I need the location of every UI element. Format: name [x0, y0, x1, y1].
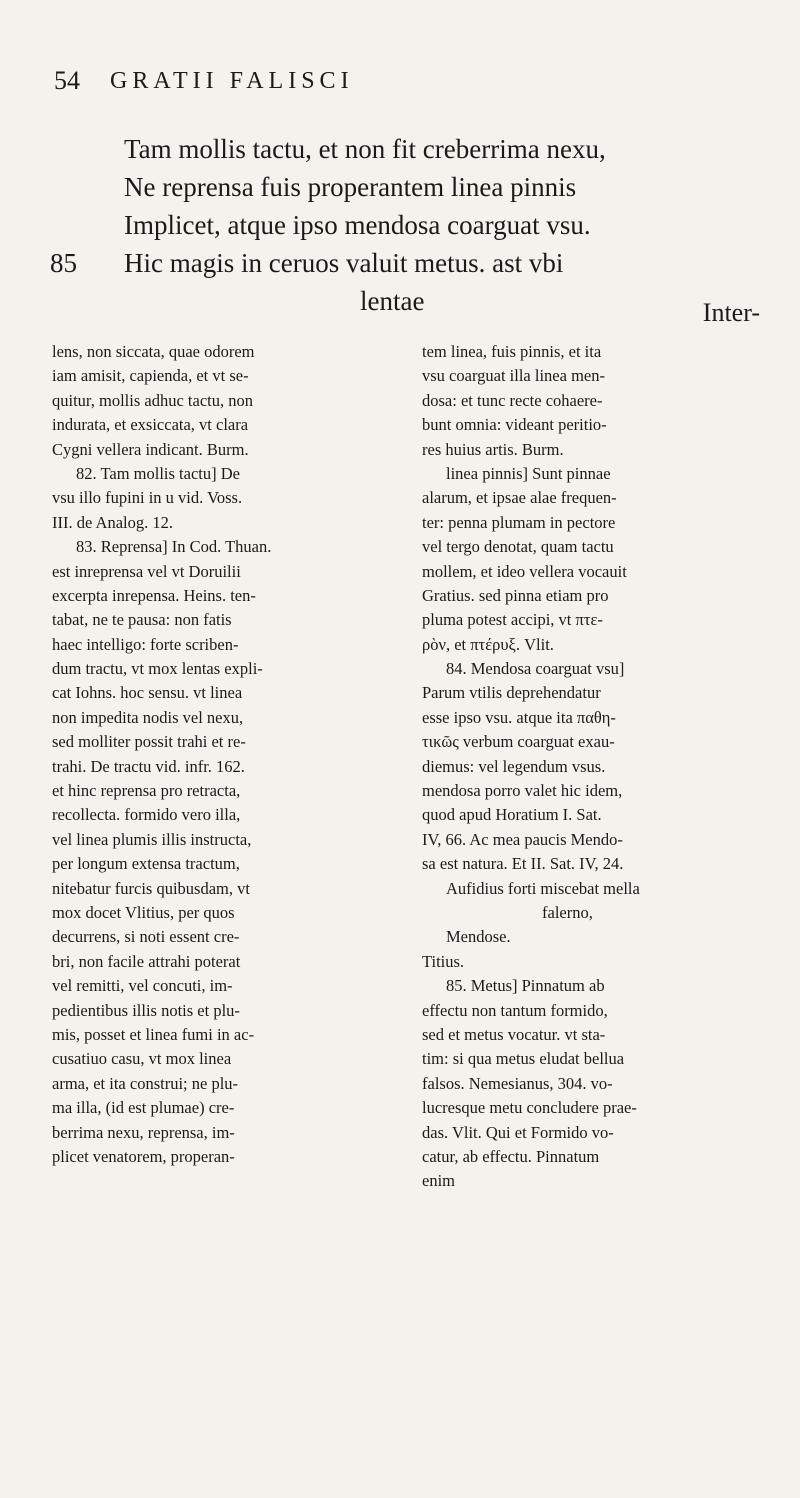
commentary-line: 84. Mendosa coarguat vsu] [446, 659, 625, 679]
commentary-line: effectu non tantum formido, [422, 1000, 608, 1020]
verse-block [40, 130, 770, 320]
commentary-line: Aufidius forti miscebat mella [446, 878, 640, 898]
commentary-line: dosa: et tunc recte cohaere- [422, 390, 603, 410]
commentary-line: 85. Metus] Pinnatum ab [446, 976, 605, 996]
commentary-line: lucresque metu concludere prae- [422, 1098, 637, 1118]
commentary-line: pluma potest accipi, vt πτε- [422, 610, 603, 630]
commentary-line: decurrens, si noti essent cre- [52, 927, 240, 947]
commentary-line: falerno, [542, 902, 593, 922]
commentary-line: linea pinnis] Sunt pinnae [446, 463, 611, 483]
commentary-left-column [52, 340, 377, 1169]
commentary-line: Titius. [422, 951, 465, 971]
commentary-line: diemus: vel legendum vsus. [422, 756, 606, 776]
verse-line: Tam mollis tactu, et non fit creberrima nexu, [124, 134, 606, 164]
verse-line: Implicet, atque ipso mendosa coarguat vsu. [124, 210, 591, 240]
commentary-line: berrima nexu, reprensa, im- [52, 1122, 235, 1142]
commentary-line: et hinc reprensa pro retracta, [52, 781, 241, 801]
commentary-line: tim: si qua metus eludat bellua [422, 1049, 625, 1069]
commentary-line: falsos. Nemesianus, 304. vo- [422, 1073, 613, 1093]
commentary-line: quod apud Horatium I. Sat. [422, 805, 602, 825]
page-header [50, 56, 480, 116]
commentary-line: trahi. De tractu vid. infr. 162. [52, 756, 245, 776]
commentary-line: plicet venatorem, properan- [52, 1146, 235, 1166]
commentary-line: quitur, mollis adhuc tactu, non [52, 390, 253, 410]
page-number: 54 [54, 66, 80, 95]
commentary-line: cat Iohns. hoc sensu. vt linea [52, 683, 243, 703]
commentary-line: alarum, et ipsae alae frequen- [422, 488, 617, 508]
commentary-line: cusatiuo casu, vt mox linea [52, 1049, 232, 1069]
commentary-line: vsu illo fupini in u vid. Voss. [52, 488, 243, 508]
commentary-line: III. de Analog. 12. [52, 512, 173, 532]
commentary-line: per longum extensa tractum, [52, 854, 240, 874]
commentary-line: lens, non siccata, quae odorem [52, 342, 255, 361]
commentary-line: mollem, et ideo vellera vocauit [422, 561, 627, 581]
commentary-line: excerpta inrepensa. Heins. ten- [52, 585, 256, 605]
commentary-line: catur, ab effectu. Pinnatum [422, 1146, 600, 1166]
commentary-line: Parum vtilis deprehendatur [422, 683, 601, 703]
verse-line: 85 Hic magis in ceruos valuit metus. ast vbi [40, 244, 770, 282]
commentary-line: tabat, ne te pausa: non fatis [52, 610, 232, 630]
commentary-line: iam amisit, capienda, et vt se- [52, 366, 249, 386]
verse-line: Ne reprensa fuis properantem linea pinnis [124, 172, 577, 202]
commentary-line: mis, posset et linea fumi in ac- [52, 1024, 255, 1044]
line-number: 85 [50, 248, 77, 278]
catchword: Inter- [702, 298, 760, 327]
commentary-line: mox docet Vlitius, per quos [52, 902, 235, 922]
commentary-line: dum tractu, vt mox lentas expli- [52, 659, 263, 679]
commentary-line: τικῶς verbum coarguat exau- [422, 732, 615, 752]
commentary-line: indurata, et exsiccata, vt clara [52, 415, 249, 435]
verse-line: lentae [360, 286, 425, 316]
commentary-line: esse ipso vsu. atque ita παθη- [422, 707, 616, 727]
commentary-line: vel remitti, vel concuti, im- [52, 976, 233, 996]
commentary-line: pedientibus illis notis et plu- [52, 1000, 240, 1020]
commentary-line: vel tergo denotat, quam tactu [422, 537, 614, 557]
commentary-line: sed molliter possit trahi et re- [52, 732, 246, 752]
commentary-right-column [422, 340, 747, 1194]
commentary-line: arma, et ita construi; ne plu- [52, 1073, 239, 1093]
commentary-line: haec intelligo: forte scriben- [52, 634, 239, 654]
commentary-line: Gratius. sed pinna etiam pro [422, 585, 609, 605]
commentary-line: ρὸν, et πτέρυξ. Vlit. [422, 634, 554, 654]
commentary-line: Cygni vellera indicant. Burm. [52, 439, 249, 459]
commentary-line: res huius artis. Burm. [422, 439, 564, 459]
commentary-line: bri, non facile attrahi poterat [52, 951, 241, 971]
running-head: GRATII FALISCI [110, 68, 354, 94]
commentary-line: bunt omnia: videant peritio- [422, 415, 607, 435]
commentary-line: non impedita nodis vel nexu, [52, 707, 244, 727]
commentary-line: Mendose. [446, 927, 511, 947]
commentary-line: sa est natura. Et II. Sat. IV, 24. [422, 854, 624, 874]
commentary-line: 83. Reprensa] In Cod. Thuan. [76, 537, 272, 557]
commentary-line: ma illa, (id est plumae) cre- [52, 1098, 235, 1118]
commentary-line: enim [422, 1171, 455, 1191]
commentary-line: mendosa porro valet hic idem, [422, 781, 623, 801]
commentary-line: tem linea, fuis pinnis, et ita [422, 342, 602, 361]
commentary-line: sed et metus vocatur. vt sta- [422, 1024, 606, 1044]
commentary-line: nitebatur furcis quibusdam, vt [52, 878, 250, 898]
commentary-line: recollecta. formido vero illa, [52, 805, 241, 825]
commentary-line: est inreprensa vel vt Doruilii [52, 561, 241, 581]
commentary-line: vsu coarguat illa linea men- [422, 366, 605, 386]
commentary-line: vel linea plumis illis instructa, [52, 829, 252, 849]
commentary-line: das. Vlit. Qui et Formido vo- [422, 1122, 614, 1142]
commentary-line: 82. Tam mollis tactu] De [76, 463, 240, 483]
commentary-line: IV, 66. Ac mea paucis Mendo- [422, 829, 623, 849]
commentary-line: ter: penna plumam in pectore [422, 512, 616, 532]
